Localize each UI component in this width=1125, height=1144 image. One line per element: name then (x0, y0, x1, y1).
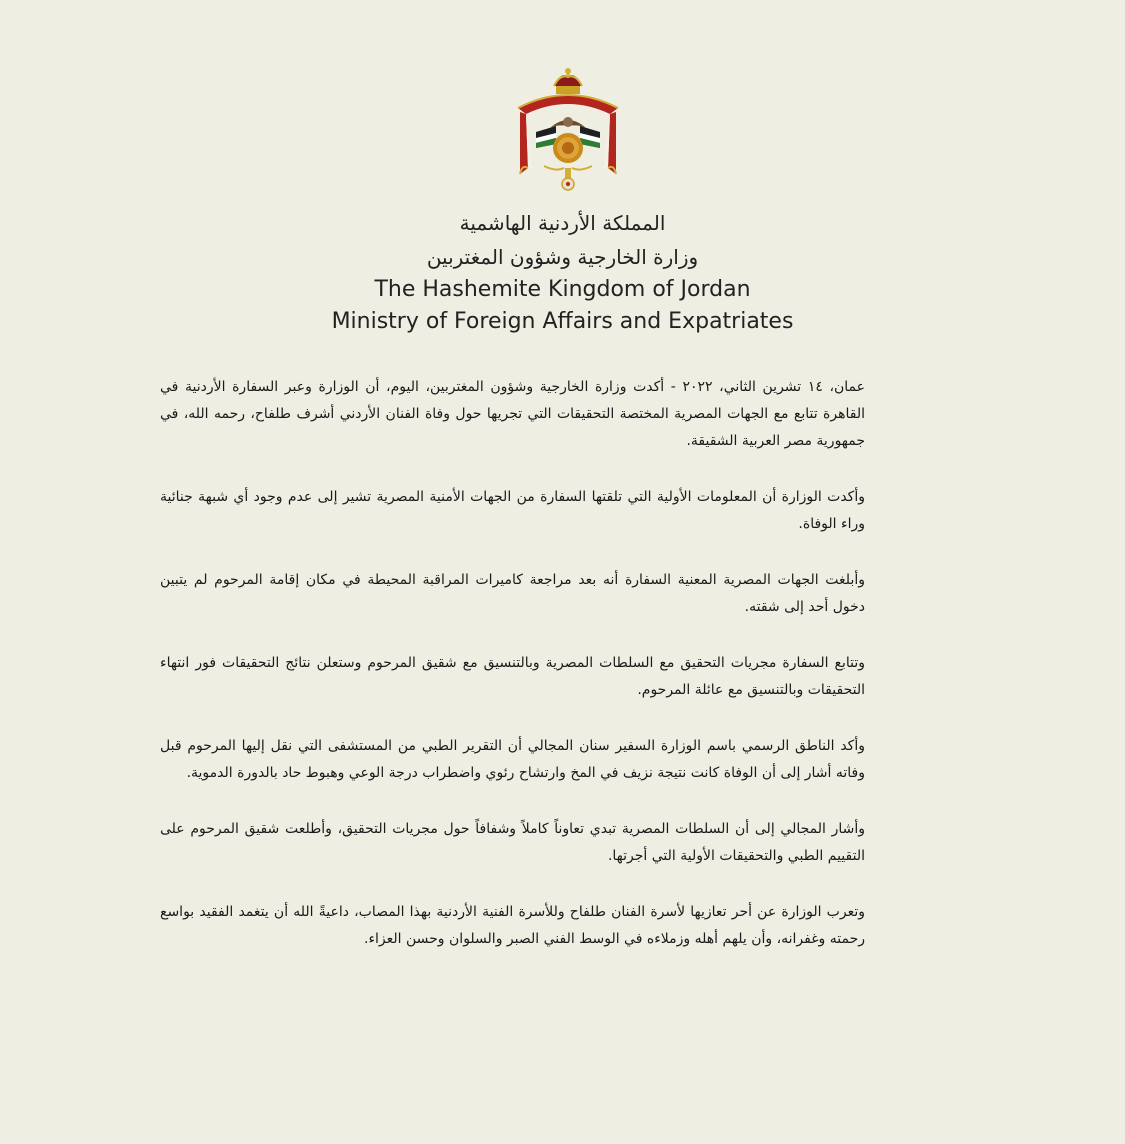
paragraph-5: وأكد الناطق الرسمي باسم الوزارة السفير سنان المجالي أن التقرير الطبي من المستشفى التي نقل إليها المرحوم قبل وفاته أشار إلى أن الوفاة كانت نتيجة نزيف في المخ وارتشاح رئوي واضطراب درجة الوعي وهبوط حاد بالدورة الدموية. (160, 738, 865, 781)
english-ministry-title: Ministry of Foreign Affairs and Expatriates (331, 309, 794, 334)
paragraph-4: وتتابع السفارة مجريات التحقيق مع السلطات المصرية وبالتنسيق مع شقيق المرحوم وستعلن نتائج التحقيقات فور انتهاء التحقيقات وبالتنسيق مع عائلة المرحوم. (160, 655, 865, 698)
paragraph-3: وأبلغت الجهات المصرية المعنية السفارة أنه بعد مراجعة كاميرات المراقبة المحيطة في مكان إقامة المرحوم لم يتبين دخول أحد إلى شقته. (160, 572, 865, 615)
order-medal-icon (562, 168, 574, 190)
coat-of-arms-emblem (510, 68, 626, 196)
paragraph-6: وأشار المجالي إلى أن السلطات المصرية تبدي تعاوناً كاملاً وشفافاً حول مجريات التحقيق، وأطلعت شقيق المرحوم على التقييم الطبي والتحقيقات الأولية التي أجرتها. (160, 821, 865, 864)
english-kingdom-title: The Hashemite Kingdom of Jordan (374, 277, 751, 302)
paragraph-7: وتعرب الوزارة عن أحر تعازيها لأسرة الفنان طلفاح وللأسرة الفنية الأردنية بهذا المصاب، داعيةً الله أن يتغمد الفقيد بواسع رحمته وغفرانه، وأن يلهم أهله وزملاءه في الوسط الفني الصبر والسلوان وحسن العزاء. (160, 904, 865, 947)
letterhead (0, 206, 1125, 338)
arabic-kingdom-title: المملكة الأردنية الهاشمية (459, 211, 666, 235)
paragraph-1: عمان، ١٤ تشرين الثاني، ٢٠٢٢ - أكدت وزارة الخارجية وشؤون المغتربين، اليوم، أن الوزارة وعبر السفارة الأردنية في القاهرة تتابع مع الجهات المصرية المختصة التحقيقات التي تجريها حول وفاة الفنان الأردني أشرف طلفاح، رحمه الله، في جمهورية مصر العربية الشقيقة. (160, 379, 865, 449)
paragraph-2: وأكدت الوزارة أن المعلومات الأولية التي تلقتها السفارة من الجهات الأمنية المصرية تشير إلى عدم وجود أي شبهة جنائية وراء الوفاة. (160, 489, 865, 532)
crown-icon (554, 68, 582, 94)
statement-body (160, 374, 865, 982)
arabic-ministry-title: وزارة الخارجية وشؤون المغتربين (426, 245, 699, 269)
shield-icon (553, 133, 583, 163)
